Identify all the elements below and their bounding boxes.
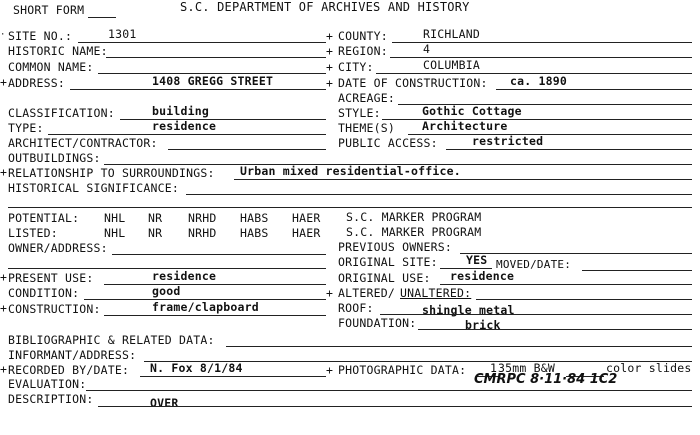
owner-label: OWNER/ADDRESS:	[8, 241, 108, 255]
altered-label: ALTERED/	[338, 286, 395, 300]
relationship-line	[234, 179, 692, 180]
common-name-label: COMMON NAME:	[8, 60, 94, 74]
theme-value[interactable]: Architecture	[422, 119, 508, 133]
region-value[interactable]: 4	[423, 42, 431, 56]
description-value[interactable]: OVER	[150, 396, 179, 410]
altered-line	[476, 299, 692, 300]
outbuildings-label: OUTBUILDINGS:	[8, 151, 101, 165]
recorded-by-line	[140, 376, 326, 377]
type-label: TYPE:	[8, 121, 44, 135]
theme-line	[408, 134, 692, 135]
form-title: S.C. DEPARTMENT OF ARCHIVES AND HISTORY	[180, 0, 470, 14]
date-of-construction-value[interactable]: ca. 1890	[510, 74, 567, 88]
potential-nhl: NHL	[104, 211, 126, 225]
evaluation-label: EVALUATION:	[8, 377, 87, 391]
type-value[interactable]: residence	[152, 119, 217, 133]
type-line	[48, 134, 326, 135]
unaltered-label: UNALTERED:	[400, 286, 472, 300]
site-no-line	[78, 42, 326, 43]
potential-habs: HABS	[240, 211, 269, 225]
listed-label: LISTED:	[8, 226, 58, 240]
plus-mark: +	[326, 363, 334, 377]
address-value[interactable]: 1408 GREGG STREET	[152, 74, 274, 88]
plus-mark: +	[326, 44, 334, 58]
original-site-value[interactable]: YES	[466, 253, 488, 267]
plus-mark: +	[0, 362, 8, 376]
recorded-by-value[interactable]: N. Fox 8/1/84	[150, 361, 243, 375]
photographic-data-label: PHOTOGRAPHIC DATA:	[338, 363, 467, 377]
classification-label: CLASSIFICATION:	[8, 106, 115, 120]
previous-owners-label: PREVIOUS OWNERS:	[338, 240, 452, 254]
relationship-value[interactable]: Urban mixed residential-office.	[240, 164, 461, 178]
construction-value[interactable]: frame/clapboard	[152, 300, 259, 314]
style-label: STYLE:	[338, 106, 381, 120]
moved-date-label: MOVED/DATE:	[496, 258, 572, 271]
theme-label: THEME(S)	[338, 121, 395, 135]
foundation-label: FOUNDATION:	[338, 316, 417, 330]
construction-label: CONSTRUCTION:	[8, 302, 101, 316]
potential-nr: NR	[148, 211, 163, 225]
present-use-line	[104, 284, 326, 285]
plus-mark: +	[326, 29, 334, 43]
listed-nhl: NHL	[104, 226, 126, 240]
bibliographic-label: BIBLIOGRAPHIC & RELATED DATA:	[8, 333, 215, 347]
historic-name-line	[106, 57, 326, 58]
city-value[interactable]: COLUMBIA	[423, 58, 480, 72]
potential-nrhd: NRHD	[188, 211, 217, 225]
roof-label: ROOF:	[338, 301, 374, 315]
style-value[interactable]: Gothic Cottage	[422, 104, 522, 118]
photo-count-value[interactable]: 1	[490, 361, 498, 375]
original-use-line	[440, 284, 692, 285]
significance-label: HISTORICAL SIGNIFICANCE:	[8, 181, 179, 195]
listed-nr: NR	[148, 226, 163, 240]
original-site-label: ORIGINAL SITE:	[338, 255, 438, 269]
moved-date-line	[582, 270, 692, 271]
marker-program-potential: S.C. MARKER PROGRAM	[346, 210, 482, 224]
construction-line	[104, 315, 326, 316]
public-access-value[interactable]: restricted	[472, 134, 544, 148]
condition-value[interactable]: good	[152, 284, 181, 298]
region-label: REGION:	[338, 44, 388, 58]
county-label: COUNTY:	[338, 29, 388, 43]
foundation-value[interactable]: brick	[465, 318, 501, 332]
short-form-label: SHORT FORM	[13, 3, 85, 17]
county-line	[392, 42, 692, 43]
plus-mark: +	[0, 301, 8, 315]
plus-mark: +	[0, 270, 8, 284]
roof-value[interactable]: shingle metal	[422, 303, 515, 317]
photo-handwritten-note: CMRPC 8·11·84 1C2	[474, 372, 618, 387]
short-form-line	[88, 17, 116, 18]
listed-nrhd: NRHD	[188, 226, 217, 240]
potential-haer: HAER	[292, 211, 321, 225]
present-use-label: PRESENT USE:	[8, 271, 94, 285]
relationship-label: RELATIONSHIP TO SURROUNDINGS:	[8, 166, 215, 180]
condition-label: CONDITION:	[8, 286, 80, 300]
owner-line	[112, 254, 326, 255]
site-no-value[interactable]: 1301	[108, 27, 137, 41]
acreage-label: ACREAGE:	[338, 91, 395, 105]
architect-line	[168, 149, 326, 150]
plus-mark: +	[326, 60, 334, 74]
architect-label: ARCHITECT/CONTRACTOR:	[8, 136, 158, 150]
site-no-label: SITE NO.:	[8, 29, 73, 43]
public-access-line	[446, 149, 692, 150]
informant-label: INFORMANT/ADDRESS:	[8, 348, 137, 362]
listed-habs: HABS	[240, 226, 269, 240]
county-value[interactable]: RICHLAND	[423, 27, 480, 41]
plus-mark: +	[326, 76, 334, 90]
historic-name-label: HISTORIC NAME:	[8, 44, 108, 58]
row-marker: ·	[0, 30, 6, 40]
roof-line	[380, 314, 692, 315]
city-label: CITY:	[338, 60, 374, 74]
color-slides-label: color slides	[606, 361, 692, 375]
evaluation-line	[86, 390, 692, 391]
address-line	[70, 89, 326, 90]
date-of-construction-label: DATE OF CONSTRUCTION:	[338, 76, 488, 90]
plus-mark: +	[326, 286, 334, 300]
address-label: ADDRESS:	[8, 76, 65, 90]
original-use-value[interactable]: residence	[450, 269, 515, 283]
marker-program-listed: S.C. MARKER PROGRAM	[346, 225, 482, 239]
classification-line	[120, 119, 326, 120]
listed-haer: HAER	[292, 226, 321, 240]
present-use-value[interactable]: residence	[152, 269, 217, 283]
significance-line-2	[8, 207, 692, 208]
description-label: DESCRIPTION:	[8, 392, 94, 406]
classification-value[interactable]: building	[152, 104, 209, 118]
description-line	[98, 406, 692, 407]
plus-mark: +	[0, 75, 8, 89]
previous-owners-line	[460, 253, 692, 254]
date-of-construction-line	[496, 89, 692, 90]
recorded-by-label: RECORDED BY/DATE:	[8, 363, 130, 377]
original-use-label: ORIGINAL USE:	[338, 271, 431, 285]
bibliographic-line	[226, 346, 692, 347]
significance-line	[186, 194, 692, 195]
plus-mark: +	[0, 165, 8, 179]
public-access-label: PUBLIC ACCESS:	[338, 136, 438, 150]
potential-label: POTENTIAL:	[8, 211, 80, 225]
foundation-line	[418, 329, 692, 330]
photo-type-label: 35mm B&W	[498, 361, 555, 375]
